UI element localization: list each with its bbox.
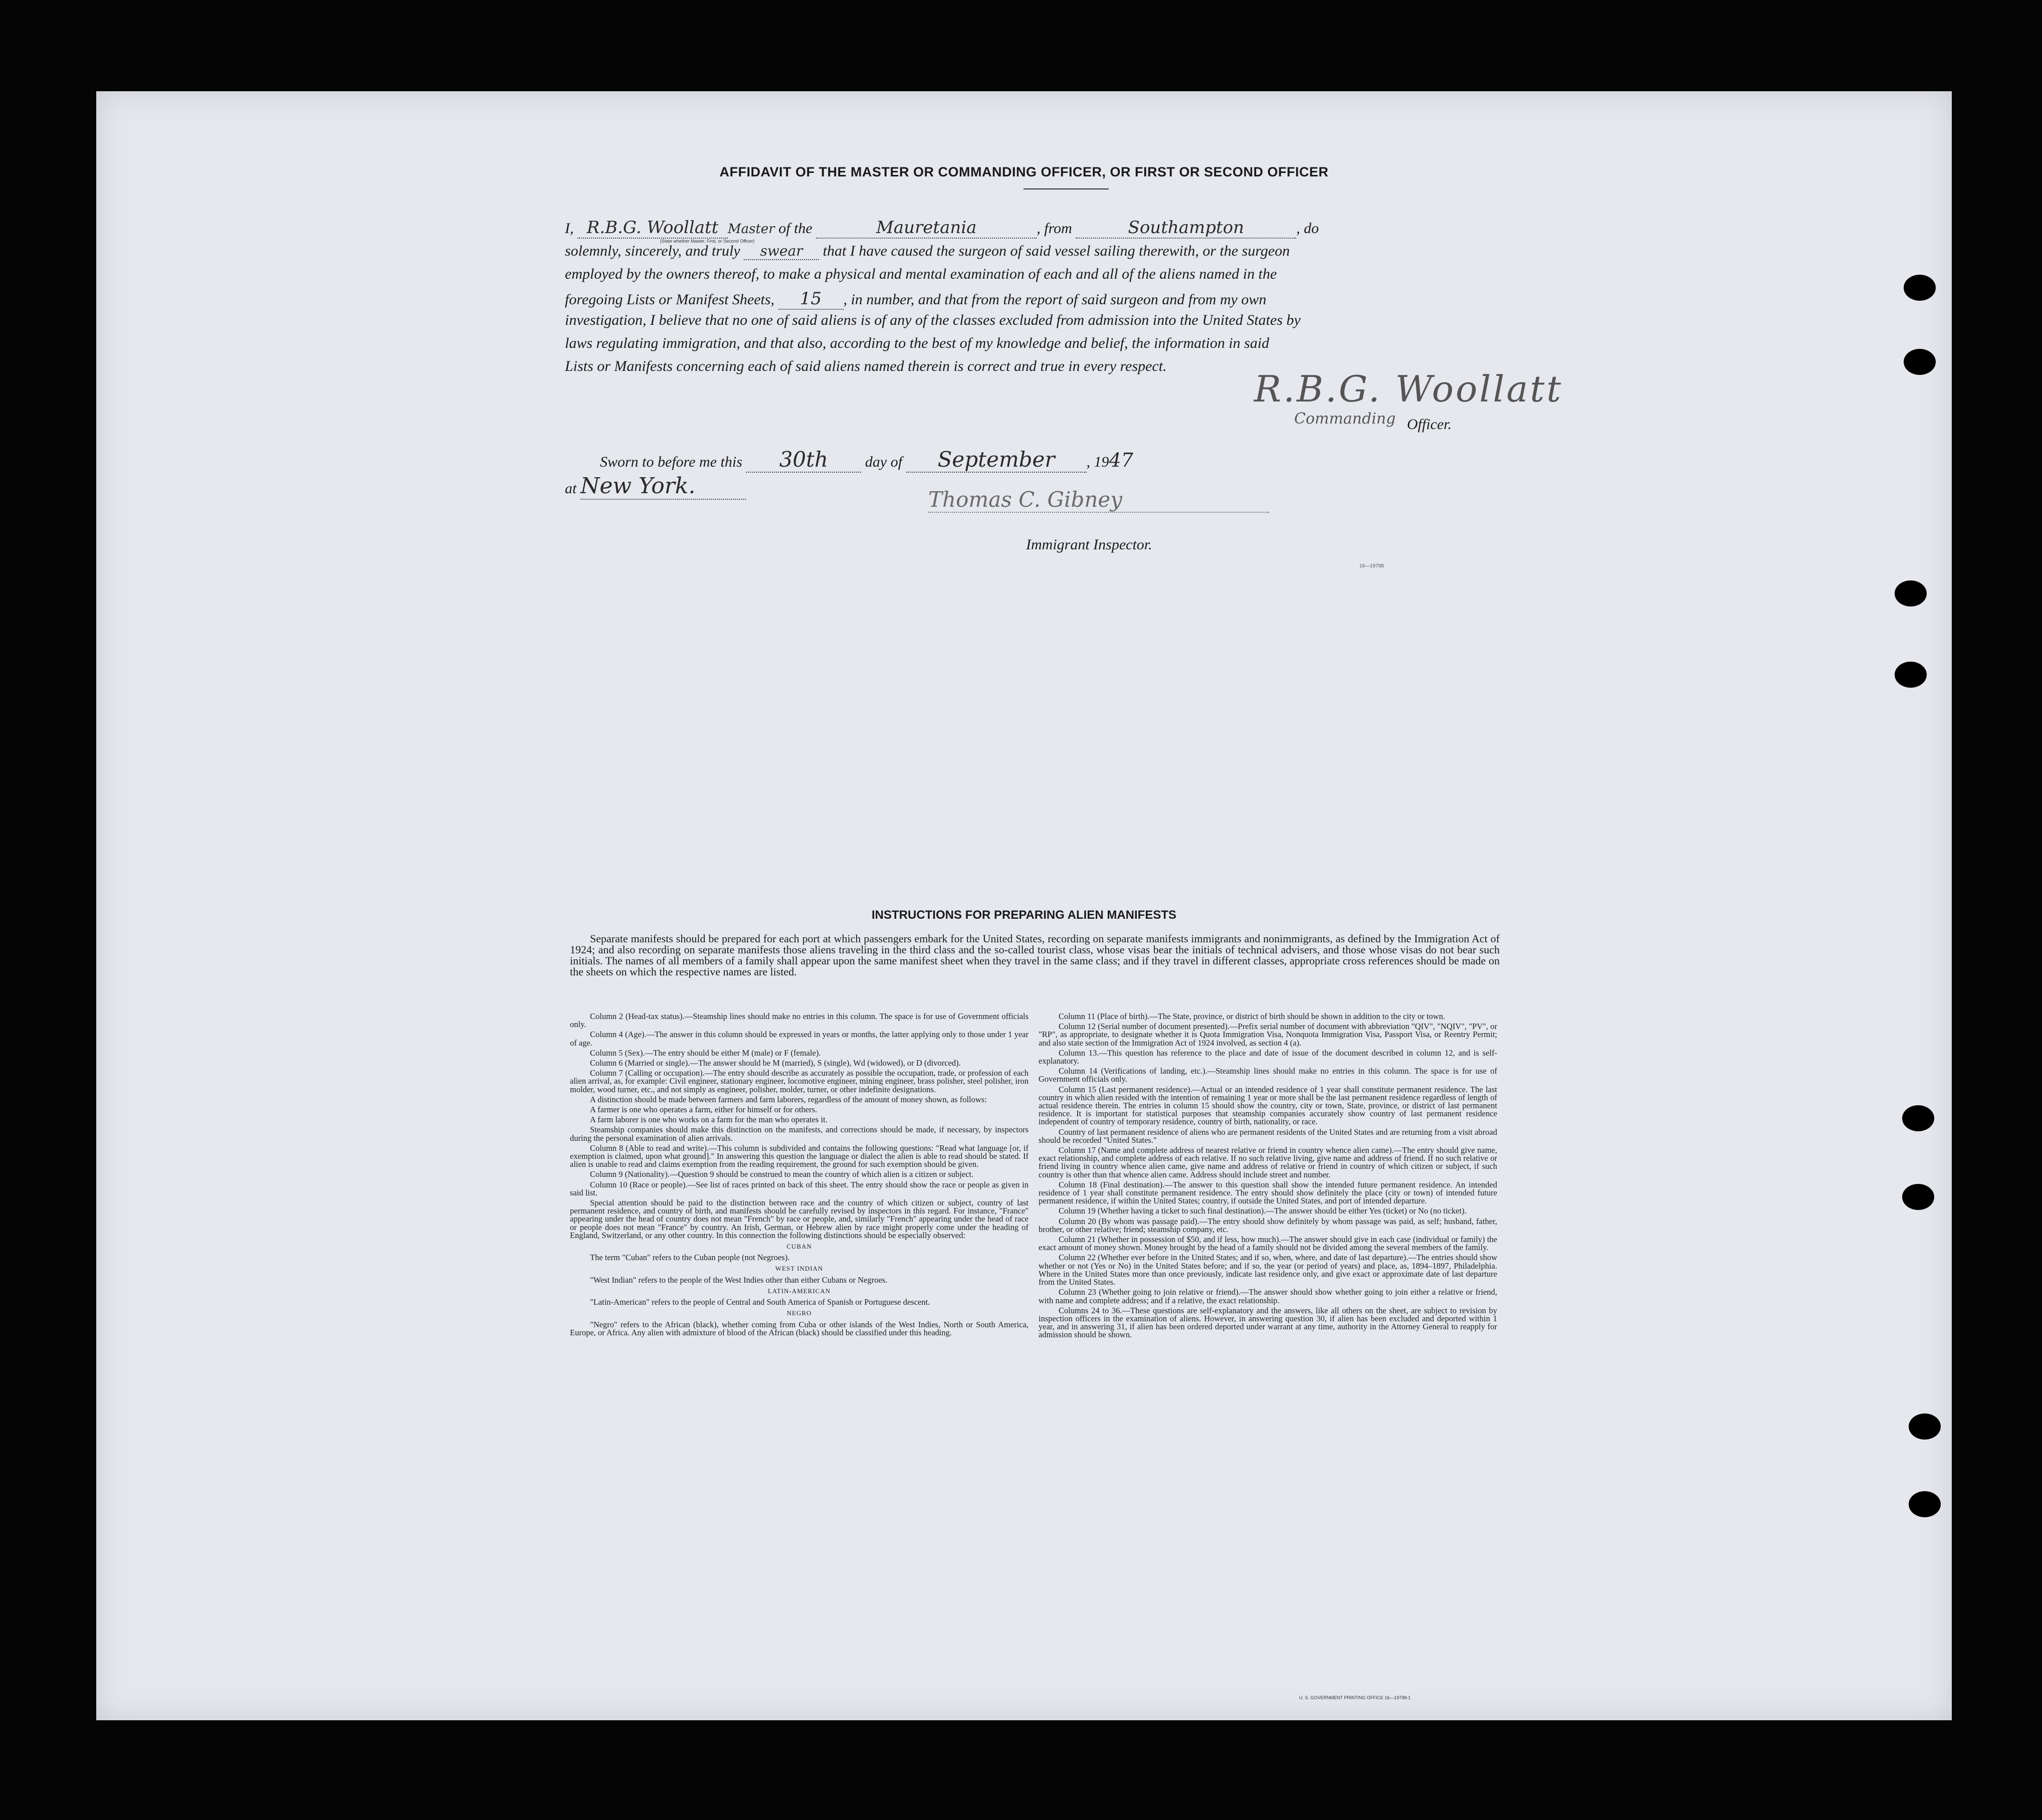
inspector-signature: Thomas C. Gibney [928,487,1269,513]
instruction-paragraph: Column 9 (Nationality).—Question 9 should be construed to mean the country of which alien is a citizen or subject. [590,1169,974,1179]
instruction-paragraph: Column 23 (Whether going to join relative or friend).—The answer should show whether going to join either a relative or friend, with name and complete address; and if a relative, the exact relationship. [1039,1287,1497,1305]
instruction-paragraph: Column 10 (Race or people).—See list of races printed on back of this sheet. The entry should show the race or people as given in said list. [570,1179,1029,1197]
instruction-paragraph: A farmer is one who operates a farm, either for himself or for others. [590,1105,818,1115]
affidavit-line-2: solemnly, sincerely, and truly swear that I have caused the surgeon of said vessel sailing therewith, or the surgeon [565,243,1290,259]
instruction-paragraph: Column 22 (Whether ever before in the United States; and if so, when, where, and date of last departure).—The entries should show whether or not (Yes or No) in the United States before; and if so, the year (or period of years) and place, as, 1894–1897, Philadelphia. Where in the United States more than once previously, indicate last residence only, and give exact or approximate date of last departure from the United States. [1039,1253,1497,1287]
west-indian-definition: "West Indian" refers to the people of the West Indies other than either Cubans or Negroes. [590,1275,888,1285]
cuban-heading: CUBAN [786,1243,812,1251]
inspector-title: Immigrant Inspector. [1026,536,1152,553]
punch-hole [1904,349,1936,375]
punch-hole [1909,1413,1941,1440]
sworn-place: New York. [580,473,746,500]
form-stamp: 16—19798 [1359,563,1384,569]
negro-heading: NEGRO [786,1309,812,1317]
affidavit-line-6: laws regulating immigration, and that also, according to the best of my knowledge and belief, the information in said [565,335,1270,351]
instructions-intro: Separate manifests should be prepared for each port at which passengers embark for the United States, recording on separate manifests immigrants and nonimmigrants, as defined by the Immigration Act of 1924; and also recording on separate manifests those aliens traveling in the third class and the so-called tourist class, whose visas bear the initials of technical advisers, and those whose visas do not bear such initials. The names of all members of a family shall appear upon the same manifest sheet when they travel in the same class; and if they travel in different classes, appropriate cross references should be made on the sheets on which the respective names are listed. [570,932,1500,978]
officer-label: Officer. [1407,416,1452,433]
vessel-name: Mauretania [816,218,1037,239]
punch-hole [1909,1491,1941,1517]
oath-word: swear [744,243,819,260]
instruction-paragraph: Columns 24 to 36.—These questions are self-explanatory and the answers, like all others on the sheet, are subject to revision by inspection officers in the examination of aliens. However, in answering question 30, if alien has been excluded and deported within 1 year, and in answering 31, if alien has been ordered deported under warrant at any time, authority in the Attorney General to reapply for admission should be shown. [1039,1305,1497,1340]
master-signature: R.B.G. Woollatt [1254,368,1563,410]
affidavit-title: AFFIDAVIT OF THE MASTER OR COMMANDING OFFICER, OR FIRST OR SECOND OFFICER [719,164,1329,179]
sworn-line: Sworn to before me this 30th day of September , 1947 [600,447,1133,472]
instruction-paragraph: Column 13.—This question has reference to the place and date of issue of the document described in column 12, and is self-explanatory. [1039,1048,1497,1066]
latin-american-heading: LATIN-AMERICAN [767,1287,831,1295]
affidavit-line-7: Lists or Manifests concerning each of said aliens named therein is correct and true in every respect. [565,358,1167,374]
instruction-paragraph: Steamship companies should make this distinction on the manifests, and corrections should be made, if necessary, by inspectors during the personal examination of alien arrivals. [570,1125,1029,1143]
affidavit-line-3: employed by the owners thereof, to make a physical and mental examination of each and all of the aliens named in the [565,266,1277,282]
sworn-day: 30th [746,447,861,473]
cuban-definition: The term "Cuban" refers to the Cuban people (not Negroes). [590,1253,790,1263]
west-indian-heading: WEST INDIAN [775,1265,824,1273]
instruction-paragraph: Column 17 (Name and complete address of nearest relative or friend in country whence alien came).—The entry should give name, exact relationship, and complete address of each relative. If no such relative living, give name and address of friend. If no such relative or friend living in country whence alien came, give name and address of relative or friend in country of which citizen or subject, if such country is other than that whence alien came. Address should include street and number. [1039,1145,1497,1179]
instruction-paragraph: Column 11 (Place of birth).—The State, province, or district of birth should be shown in addition to the city or town. [1059,1012,1446,1021]
punch-hole [1902,1105,1934,1131]
instruction-paragraph: Country of last permanent residence of aliens who are permanent residents of the United States and are returning from a visit abroad should be recorded "United States." [1039,1127,1497,1145]
instruction-paragraph: Column 20 (By whom was passage paid).—The entry should show definitely by whom passage was paid, as self; husband, father, brother, or other relative; friend; steamship company, etc. [1039,1216,1497,1234]
latin-american-definition: "Latin-American" refers to the people of Central and South America of Spanish or Portuguese descent. [590,1297,930,1307]
affidavit-line-1: I, R.B.G. Woollatt Master of the Mauretania , from Southampton , do [565,218,1319,238]
printing-office-note: U. S. GOVERNMENT PRINTING OFFICE 16—19798-1 [1299,1695,1411,1700]
instruction-paragraph: Column 18 (Final destination).—The answer to this question shall show the intended future permanent residence. An intended residence of 1 year shall constitute permanent residence. The entry should show definitely the place (city or town) of intended future permanent residence, if within the United States; country, if outside the United States, and port of intended departure. [1039,1179,1497,1206]
instruction-paragraph: Column 4 (Age).—The answer in this column should be expressed in years or months, the latter applying only to those under 1 year of age. [570,1030,1029,1048]
title-rule [1024,188,1109,189]
master-name: R.B.G. Woollatt [577,218,728,239]
instruction-paragraph: A distinction should be made between farmers and farm laborers, regardless of the amount of money shown, as follows: [590,1094,987,1104]
punch-hole [1902,1184,1934,1210]
instruction-paragraph: Column 6 (Married or single).—The answer should be M (married), S (single), Wd (widowed), or D (divorced). [590,1058,961,1068]
instruction-paragraph: A farm laborer is one who works on a farm for the man who operates it. [590,1115,828,1125]
instruction-paragraph: Column 14 (Verifications of landing, etc.).—Steamship lines should make no entries in this column. The space is for use of Government officials only. [1039,1066,1497,1084]
instruction-paragraph: Column 2 (Head-tax status).—Steamship lines should make no entries in this column. The space is for use of Government officials only. [570,1012,1029,1030]
instructions-right-column [1039,1013,1497,1341]
sworn-month: September [906,447,1087,473]
negro-definition: "Negro" refers to the African (black), whether coming from Cuba or other islands of the West Indies, North or South America, Europe, or Africa. Any alien with admixture of blood of the African (black) should be classified under this heading. [570,1319,1029,1337]
affidavit-line-4: foregoing Lists or Manifest Sheets, 15 , in number, and that from the report of said surgeon and from my own [565,289,1267,309]
rank-note: (State whether Master, First, or Second Officer) [660,239,755,244]
instruction-paragraph: Column 12 (Serial number of document presented).—Prefix serial number of document with abbreviation "QIV", "NQIV", "PV", or "RP", as appropriate, to designate whether it is Quota Immigration Visa, Nonquota Immigration Visa, Passport Visa, or Reentry Permit; and also state section of the Immigration Act of 1924 involved, as section 4 (a). [1039,1022,1497,1048]
departure-port: Southampton [1076,218,1296,239]
punch-hole [1895,580,1927,606]
instructions-left-column [570,1013,1029,1339]
at-line: at New York. [565,473,746,500]
instruction-paragraph: Column 8 (Able to read and write).—This column is subdivided and contains the following questions: "Read what language [or, if exemption is claimed, upon what ground]." In answering this question the language or dialect the alien is able to read should be stated. If alien is unable to read and claims exemption from the reading requirement, the ground for such exemption should be given. [570,1143,1029,1169]
instruction-paragraph: Column 7 (Calling or occupation).—The entry should describe as accurately as possible the occupation, trade, or profession of each alien arrival, as, for example: Civil engineer, stationary engineer, locomotive engineer, mining engineer, brass polisher, steel polisher, iron molder, wood turner, etc., and not simply as engineer, polisher, molder, turner, or other indefinite designations. [570,1068,1029,1094]
officer-rank-hand: Commanding [1294,410,1396,428]
instruction-paragraph: Column 21 (Whether in possession of $50, and if less, how much).—The answer should give in each case (individual or family) the exact amount of money shown. Money brought by the head of a family should not be divided among the several members of the family. [1039,1235,1497,1253]
instruction-paragraph: Column 19 (Whether having a ticket to such final destination).—The answer should be either Yes (ticket) or No (no ticket). [1059,1206,1467,1216]
affidavit-line-5: investigation, I believe that no one of said aliens is of any of the classes excluded from admission into the United States by [565,312,1301,328]
instruction-paragraph: Column 15 (Last permanent residence).—Actual or an intended residence of 1 year shall constitute permanent residence. The last country in which alien resided with the intention of remaining 1 year or more shall be the last permanent residence regardless of length of actual residence therein. The entries in column 15 should show the country, city or town, State, province, or district of last permanent residence. It is important for statistical purposes that steamship companies accurately show country of last permanent residence independent of country of temporary residence, country of birth, nationality, or race. [1039,1084,1497,1127]
manifest-page [96,91,1952,1720]
instruction-paragraph: Column 5 (Sex).—The entry should be either M (male) or F (female). [590,1048,821,1058]
sheet-count: 15 [778,289,844,310]
punch-hole [1895,662,1927,688]
instructions-title: INSTRUCTIONS FOR PREPARING ALIEN MANIFESTS [871,908,1176,922]
punch-hole [1904,275,1936,301]
rank-hand: Master [728,222,775,237]
instruction-paragraph: Special attention should be paid to the distinction between race and the country of which citizen or subject, country of last permanent residence, and country of birth, and manifests should be carefully revised by inspectors in this regard. For instance, "France" appearing under the head of country does not mean "French" by race or people, and, similarly "French" appearing under the head of race or people does not mean "France" by country. An Irish, German, or Hebrew alien by race might properly come under the heading of England, Switzerland, or any other country. In this connection the following distinctions should be especially observed: [570,1198,1029,1240]
sworn-year: 47 [1109,449,1133,471]
